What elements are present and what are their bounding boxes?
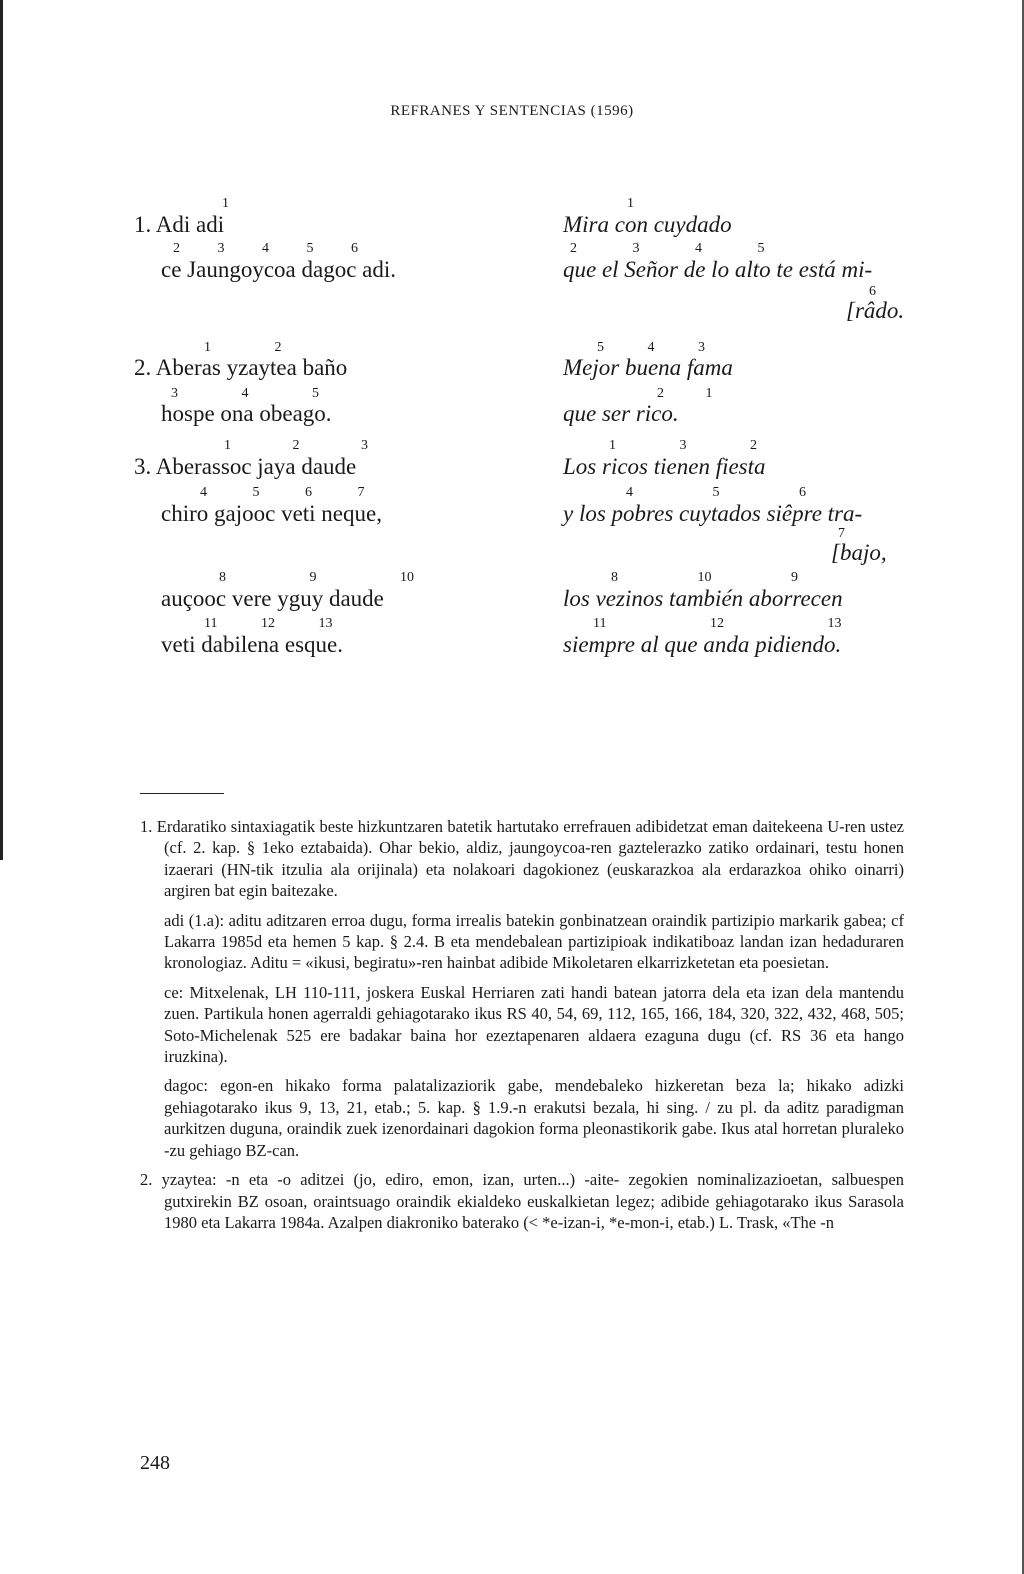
running-header: REFRANES Y SENTENCIAS (1596)	[390, 103, 634, 119]
footnote-rule	[140, 793, 224, 794]
basque-line-6: chiro gajooc veti neque,	[161, 501, 382, 526]
spanish-line-4: que ser rico.	[563, 401, 679, 426]
spanish-line-2: que el Señor de lo alto te está mi-	[563, 257, 873, 282]
word-index: 8 10 9	[611, 570, 798, 585]
basque-line-3: 2. Aberas yzaytea baño	[134, 355, 348, 380]
page-number: 248	[140, 1452, 170, 1474]
word-index: 1 2	[204, 340, 282, 355]
basque-line-5: 3. Aberassoc jaya daude	[134, 454, 357, 479]
footnotes	[140, 816, 904, 1241]
word-index: 3 4 5	[171, 386, 319, 401]
word-index: 7	[838, 526, 845, 541]
word-index: 2 3 4 5	[570, 241, 765, 256]
spanish-line-6: y los pobres cuytados siêpre tra-	[563, 501, 863, 526]
spanish-line-2-cont: [râdo.	[846, 298, 905, 323]
word-index: 11 12 13	[204, 616, 333, 631]
word-index: 4 5 6	[626, 485, 806, 500]
footnote-adi: adi (1.a): aditu aditzaren erroa dugu, forma irrealis batekin gonbinatzean oraindik partizipio markarik gabea; cf Lakarra 1985d eta hemen 5 kap. § 2.4. B eta mendebalean partizipioak indikatiboaz landan izan hedaduraren kronologiaz. Aditu = «ikusi, begiratu»-ren hainbat adibide Mikoletaren elkarrizketetan eta poesietan.	[164, 910, 904, 973]
spanish-line-7: los vezinos también aborrecen	[563, 586, 843, 611]
basque-line-8: veti dabilena esque.	[161, 632, 344, 657]
basque-line-1: 1. Adi adi	[134, 212, 225, 237]
footnote-2: 2. yzaytea: -n eta -o aditzei (jo, ediro, emon, izan, urten...) -aite- zegokien nominalizazioetan, salbuespen gutxirekin BZ osoan, oraintsuago oraindik ekialdeko euskalkietan legez; adibide gehiagotarako ikus Sarasola 1980 eta Lakarra 1984a. Azalpen diakroniko baterako (< *e-izan-i, *e-mon-i, etab.) L. Trask, «The -n	[140, 1170, 904, 1232]
basque-line-2: ce Jaungoycoa dagoc adi.	[161, 257, 397, 282]
word-index: 1 3 2	[609, 438, 757, 453]
word-index: 5 4 3	[597, 340, 705, 355]
word-index: 2 1	[657, 386, 713, 401]
spanish-line-3: Mejor buena fama	[563, 355, 733, 380]
footnote-ce: ce: Mitxelenak, LH 110-111, joskera Euskal Herriaren zati handi batean jatorra dela eta izan dela mantendu zuen. Partikula honen agerraldi gehiagotarako ikus RS 40, 54, 69, 112, 165, 166, 184, 320, 322, 432, 468, 505; Soto-Michelenak 525 ere badakar baina hor ezeztapenaren aldaera ezaguna dugu (cf. RS 36 eta hango iruzkina).	[164, 982, 904, 1067]
basque-line-7: auçooc vere yguy daude	[161, 586, 384, 611]
spanish-line-5: Los ricos tienen fiesta	[563, 454, 766, 479]
word-index: 1 2 3	[224, 438, 368, 453]
word-index: 2 3 4 5 6	[173, 241, 358, 256]
word-index: 1	[627, 196, 634, 211]
spanish-line-6-cont: [bajo,	[831, 540, 887, 565]
scan-edge-left	[0, 0, 3, 860]
spanish-line-1: Mira con cuydado	[563, 212, 732, 237]
footnote-1: 1. Erdaratiko sintaxiagatik beste hizkuntzaren batetik hartutako errefrauen adibidetzat eman daitekeena U-ren ustez (cf. 2. kap. § 1eko eztabaida). Ohar bekio, aldiz, jaungoycoa-ren gaztelerazko zatiko ordainari, testu honen izaerari (HN-tik itzulia ala orijinala) eta nolakoari dagokionez (euskarazkoa ala erdarazkoa ohiko oinarri) argiren bat egin baitezake.	[140, 817, 904, 901]
word-index: 8 9 10	[219, 570, 414, 585]
word-index: 1	[222, 196, 229, 211]
spanish-line-8: siempre al que anda pidiendo.	[563, 632, 842, 657]
word-index: 11 12 13	[593, 616, 842, 631]
basque-line-4: hospe ona obeago.	[161, 401, 332, 426]
word-index: 6	[869, 284, 876, 299]
footnote-dagoc: dagoc: egon-en hikako forma palatalizaziorik gabe, mendebaleko hizkeretan beza la; hikako adizki gehiagotarako ikus 9, 13, 21, etab.; 5. kap. § 1.9.-n erakutsi bezala, hi sing. / zu pl. da aditz paradigman aurkitzen duguna, oraindik zuek izenordainari dagokion forma pleonastikorik gabe. Ikus atal horretan pluraleko -zu gehiago BZ-can.	[164, 1076, 904, 1160]
word-index: 4 5 6 7	[200, 485, 365, 500]
